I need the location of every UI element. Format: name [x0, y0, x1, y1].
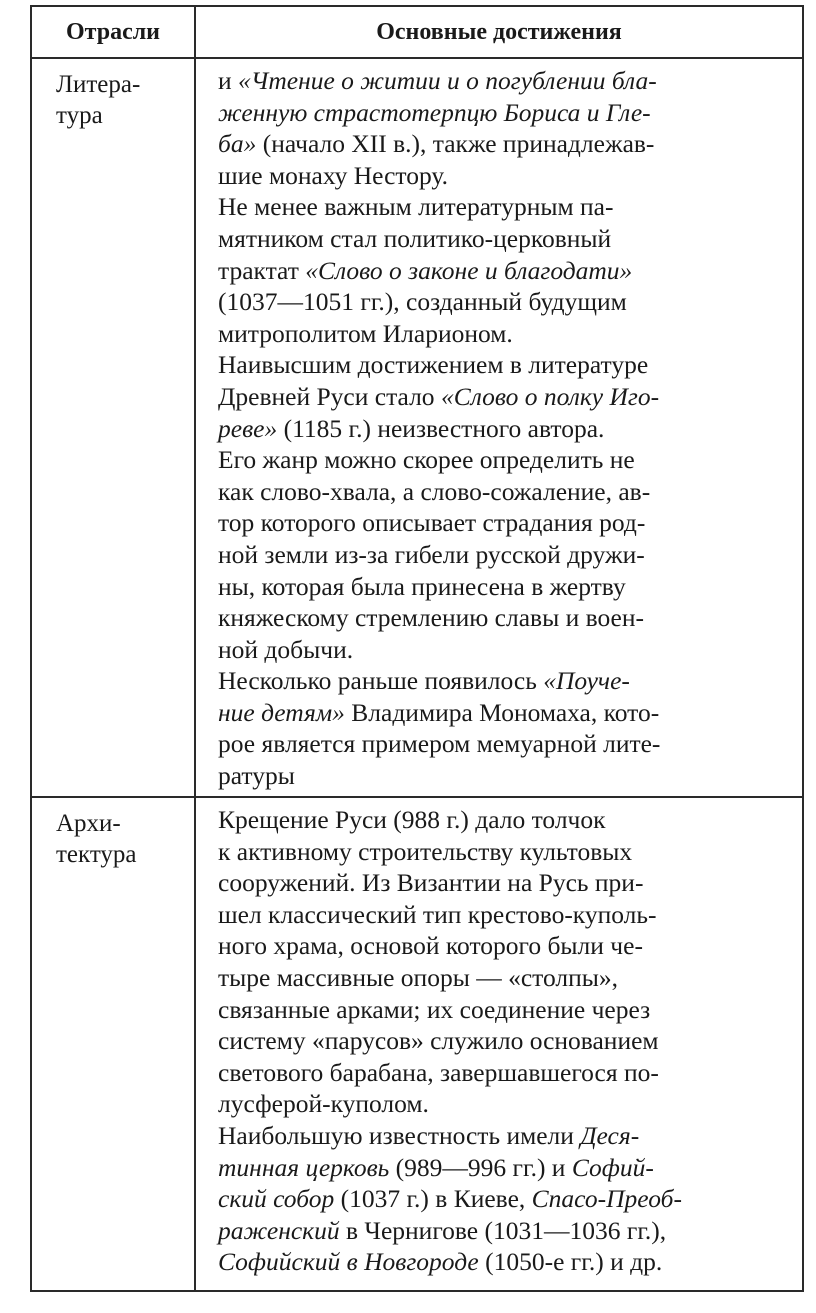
body-text: сооружений. Из Византии на Русь при-	[218, 868, 644, 898]
text-line	[218, 930, 792, 962]
body-text: (1050-е гг.) и др.	[478, 1247, 663, 1277]
text-line	[218, 476, 792, 508]
branch-cell-literature	[31, 58, 195, 797]
text-line	[218, 1246, 792, 1278]
body-text: (989—996 гг.) и	[389, 1152, 572, 1182]
text-line	[218, 665, 792, 697]
body-text: Не менее важным литературным па-	[218, 192, 614, 222]
branch-label-line: Архи-	[56, 810, 121, 837]
branch-label-line: тектура	[56, 841, 137, 868]
body-text: Крещение Руси (988 г.) дало толчок	[218, 805, 606, 834]
italic-title-text: тинная церковь	[218, 1152, 390, 1182]
body-text: Владимира Мономаха, кото-	[344, 697, 660, 727]
text-line	[218, 899, 792, 931]
italic-title-text: «Слово о законе и благодати»	[305, 255, 633, 285]
italic-title-text: ние детям»	[218, 697, 345, 727]
body-text: ратуры	[218, 761, 295, 791]
text-line	[218, 867, 792, 899]
table-row-architecture	[31, 797, 803, 1291]
text-line	[218, 65, 792, 97]
text-line	[218, 728, 792, 760]
text-line	[218, 1152, 792, 1184]
text-line	[218, 318, 792, 350]
body-text: связанные арками; их соединение через	[218, 994, 651, 1024]
text-line	[218, 381, 792, 413]
text-line	[218, 349, 792, 381]
table-header-row	[31, 6, 803, 58]
achievements-cell-architecture	[195, 797, 803, 1291]
body-text: ны, которая была принесена в жертву	[218, 571, 626, 601]
italic-title-text: «Слово о полку Иго-	[440, 381, 660, 411]
text-line	[218, 571, 792, 603]
italic-title-text: женную страстотерпцю Бориса и Гле-	[218, 97, 651, 127]
text-line	[218, 255, 792, 287]
table-row-literature	[31, 58, 803, 797]
text-line	[218, 413, 792, 445]
body-text: мятником стал политико-церковный	[218, 223, 612, 253]
achievements-cell-literature	[195, 58, 803, 797]
text-line	[218, 634, 792, 666]
text-line	[218, 760, 792, 792]
branch-label-line: тура	[56, 102, 103, 129]
body-text: Древней Руси стало	[218, 381, 441, 411]
body-text: Наивысшим достижением в литературе	[218, 350, 649, 380]
body-text: (начало XII в.), также принадлежав-	[256, 129, 655, 159]
body-text: ной добычи.	[218, 634, 354, 664]
body-text: лусферой-куполом.	[218, 1089, 429, 1119]
text-line	[218, 962, 792, 994]
text-line	[218, 836, 792, 868]
italic-title-text: ба»	[218, 129, 257, 159]
body-text: как слово-хвала, а слово-сожаление, ав-	[218, 476, 651, 506]
body-text: тор которого описывает страдания род-	[218, 508, 646, 538]
achievements-table	[30, 5, 804, 1292]
header-achievements	[195, 6, 803, 58]
body-text: (1037—1051 гг.), созданный будущим	[218, 287, 627, 317]
body-text: тыре массивные опоры — «столпы»,	[218, 962, 618, 992]
italic-title-text: Деся-	[580, 1120, 640, 1150]
italic-title-text: Спасо-Преоб-	[531, 1184, 682, 1214]
text-line	[218, 539, 792, 571]
text-line	[218, 1057, 792, 1089]
header-branch	[31, 6, 195, 58]
italic-title-text: Софийский в Новгороде	[218, 1247, 479, 1277]
text-line	[218, 160, 792, 192]
text-line	[218, 191, 792, 223]
body-text: Наибольшую известность имели	[218, 1120, 581, 1150]
body-text: ного храма, основой которого были че-	[218, 931, 643, 961]
text-line	[218, 1025, 792, 1057]
body-text: светового барабана, завершавшегося по-	[218, 1057, 659, 1087]
body-text: ной земли из-за гибели русской дружи-	[218, 539, 645, 569]
body-text: княжескому стремлению славы и воен-	[218, 603, 644, 633]
body-text: трактат	[218, 255, 306, 285]
text-line	[218, 507, 792, 539]
body-text: к активному строительству культовых	[218, 836, 633, 866]
body-text: шие монаху Нестору.	[218, 160, 448, 190]
text-line	[218, 223, 792, 255]
italic-title-text: «Чтение о житии и о погублении бла-	[238, 66, 657, 95]
body-text: и	[218, 66, 239, 95]
text-line	[218, 602, 792, 634]
branch-cell-architecture	[31, 797, 195, 1291]
body-text: Его жанр можно скорее определить не	[218, 445, 635, 475]
text-line	[218, 1120, 792, 1152]
body-text: систему «парусов» служило основанием	[218, 1026, 659, 1056]
text-line	[218, 697, 792, 729]
text-line	[218, 128, 792, 160]
italic-title-text: ский собор	[218, 1184, 335, 1214]
italic-title-text: «Поуче-	[543, 666, 630, 696]
text-line	[218, 1183, 792, 1215]
branch-label-line: Литера-	[56, 71, 141, 98]
text-line	[218, 804, 792, 836]
italic-title-text: раженский	[218, 1215, 340, 1245]
body-text: шел классический тип крестово-куполь-	[218, 899, 657, 929]
italic-title-text: Софий-	[571, 1152, 654, 1182]
body-text: (1037 г.) в Киеве,	[334, 1184, 532, 1214]
body-text: Несколько раньше появилось	[218, 666, 544, 696]
text-line	[218, 286, 792, 318]
text-line	[218, 1088, 792, 1120]
body-text: рое является примером мемуарной лите-	[218, 729, 661, 759]
header-branch-label: Отрасли	[65, 18, 161, 45]
text-line	[218, 1215, 792, 1247]
body-text: в Чернигове (1031—1036 гг.),	[339, 1215, 667, 1245]
text-line	[218, 994, 792, 1026]
italic-title-text: реве»	[218, 413, 278, 443]
header-achievements-label: Основные достижения	[376, 18, 622, 45]
text-line	[218, 444, 792, 476]
body-text: (1185 г.) неизвестного автора.	[277, 413, 605, 443]
body-text: митрополитом Иларионом.	[218, 318, 513, 348]
text-line	[218, 97, 792, 129]
